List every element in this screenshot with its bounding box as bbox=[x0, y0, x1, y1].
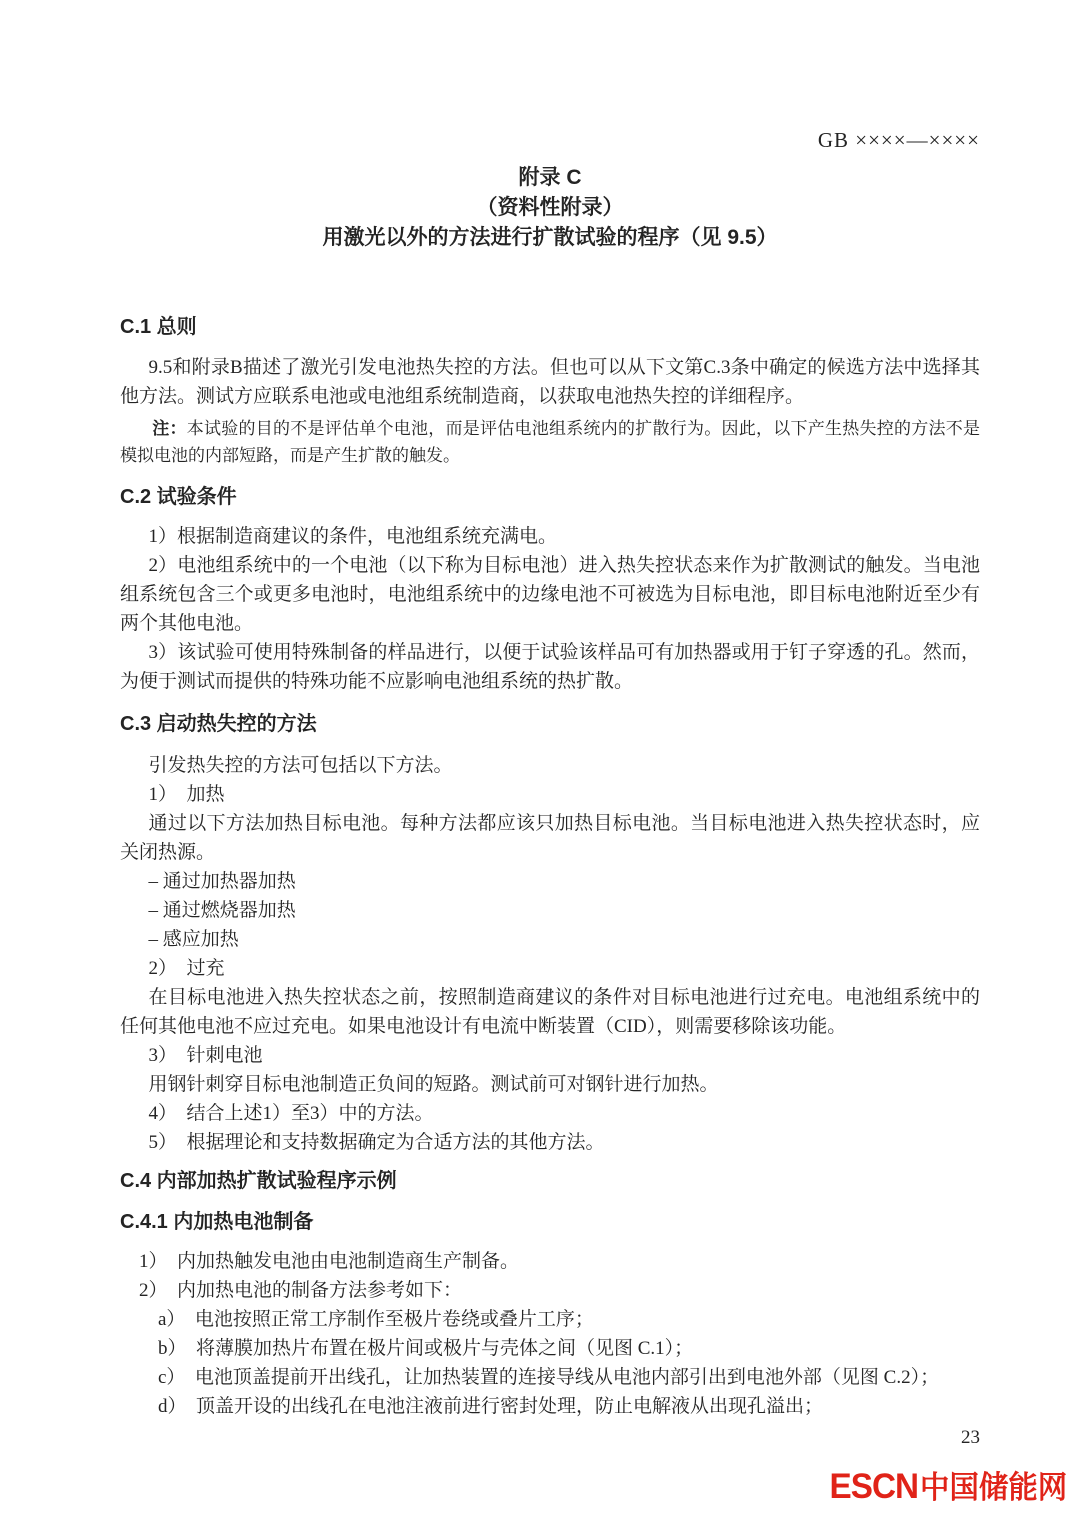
method-label: 5） 根据理论和支持数据确定为合适方法的其他方法。 bbox=[148, 1132, 605, 1153]
heading-c4: C.4 内部加热扩散试验程序示例 bbox=[120, 1170, 397, 1192]
paragraph-c1: 9.5和附录B描述了激光引发电池热失控的方法。但也可以从下文第C.3条中确定的候选方法中选择其他方法。测试方应联系电池或电池组系统制造商，以获取电池热失控的详细程序。 bbox=[120, 357, 980, 407]
method-description: 通过以下方法加热目标电池。每种方法都应该只加热目标电池。当目标电池进入热失控状态时，应关闭热源。 bbox=[120, 813, 980, 863]
standard-code: GB ××××—×××× bbox=[817, 128, 980, 152]
sub-list-item: a） 电池按照正常工序制作至极片卷绕或叠片工序； bbox=[158, 1309, 594, 1330]
dash-item: – 通过加热器加热 bbox=[148, 871, 296, 892]
heading-c3: C.3 启动热失控的方法 bbox=[120, 713, 317, 735]
list-item: 1）根据制造商建议的条件，电池组系统充满电。 bbox=[148, 526, 558, 547]
appendix-type: （资料性附录） bbox=[476, 196, 624, 219]
method-label: 3） 针刺电池 bbox=[148, 1045, 263, 1066]
dash-item: – 感应加热 bbox=[148, 929, 239, 950]
list-item: 3）该试验可使用特殊制备的样品进行，以便于试验该样品可有加热器或用于钉子穿透的孔。然而，为便于测试而提供的特殊功能不应影响电池组系统的热扩散。 bbox=[120, 642, 980, 692]
sub-list-item: c） 电池顶盖提前开出线孔，让加热装置的连接导线从电池内部引出到电池外部（见图 C.2）； bbox=[158, 1367, 940, 1388]
appendix-label: 附录 C bbox=[518, 166, 582, 189]
escn-logo-text: ESCN bbox=[829, 1467, 918, 1506]
dash-item: – 通过燃烧器加热 bbox=[148, 900, 296, 921]
paragraph-intro: 引发热失控的方法可包括以下方法。 bbox=[148, 755, 453, 776]
c2-item-list bbox=[120, 522, 980, 696]
note-text: 本试验的目的不是评估单个电池，而是评估电池组系统内的扩散行为。因此，以下产生热失控的方法不是模拟电池的内部短路，而是产生扩散的触发。 bbox=[120, 419, 980, 465]
sub-list-item: d） 顶盖开设的出线孔在电池注液前进行密封处理，防止电解液从出现孔溢出； bbox=[158, 1396, 824, 1417]
list-item: 2） 内加热电池的制备方法参考如下： bbox=[139, 1280, 463, 1301]
appendix-name: 用激光以外的方法进行扩散试验的程序（见 9.5） bbox=[322, 226, 778, 249]
heading-c41: C.4.1 内加热电池制备 bbox=[120, 1211, 314, 1233]
method-label: 2） 过充 bbox=[148, 958, 225, 979]
appendix-title-block bbox=[120, 163, 980, 253]
c3-method-list bbox=[120, 751, 980, 1157]
note-paragraph bbox=[120, 415, 980, 469]
note-label: 注： bbox=[152, 419, 187, 438]
escn-logo-chinese-text: 中国储能网 bbox=[919, 1470, 1067, 1506]
method-label: 4） 结合上述1）至3）中的方法。 bbox=[148, 1103, 434, 1124]
heading-c2: C.2 试验条件 bbox=[120, 486, 237, 508]
method-description: 用钢针刺穿目标电池制造正负间的短路。测试前可对钢针进行加热。 bbox=[148, 1074, 719, 1095]
method-label: 1） 加热 bbox=[148, 784, 225, 805]
c41-item-list bbox=[120, 1247, 980, 1421]
page-number: 23 bbox=[961, 1427, 980, 1448]
sub-list-item: b） 将薄膜加热片布置在极片间或极片与壳体之间（见图 C.1）； bbox=[158, 1338, 694, 1359]
list-item: 1） 内加热触发电池由电池制造商生产制备。 bbox=[139, 1251, 520, 1272]
escn-watermark-logo bbox=[829, 1468, 1067, 1512]
heading-c1: C.1 总则 bbox=[120, 316, 197, 338]
method-description: 在目标电池进入热失控状态之前，按照制造商建议的条件对目标电池进行过充电。电池组系统中的任何其他电池不应过充电。如果电池设计有电流中断装置（CID），则需要移除该功能。 bbox=[120, 987, 980, 1037]
list-item: 2）电池组系统中的一个电池（以下称为目标电池）进入热失控状态来作为扩散测试的触发。当电池组系统包含三个或更多电池时，电池组系统中的边缘电池不可被选为目标电池，即目标电池附近至少有两个其他电池。 bbox=[120, 555, 980, 634]
